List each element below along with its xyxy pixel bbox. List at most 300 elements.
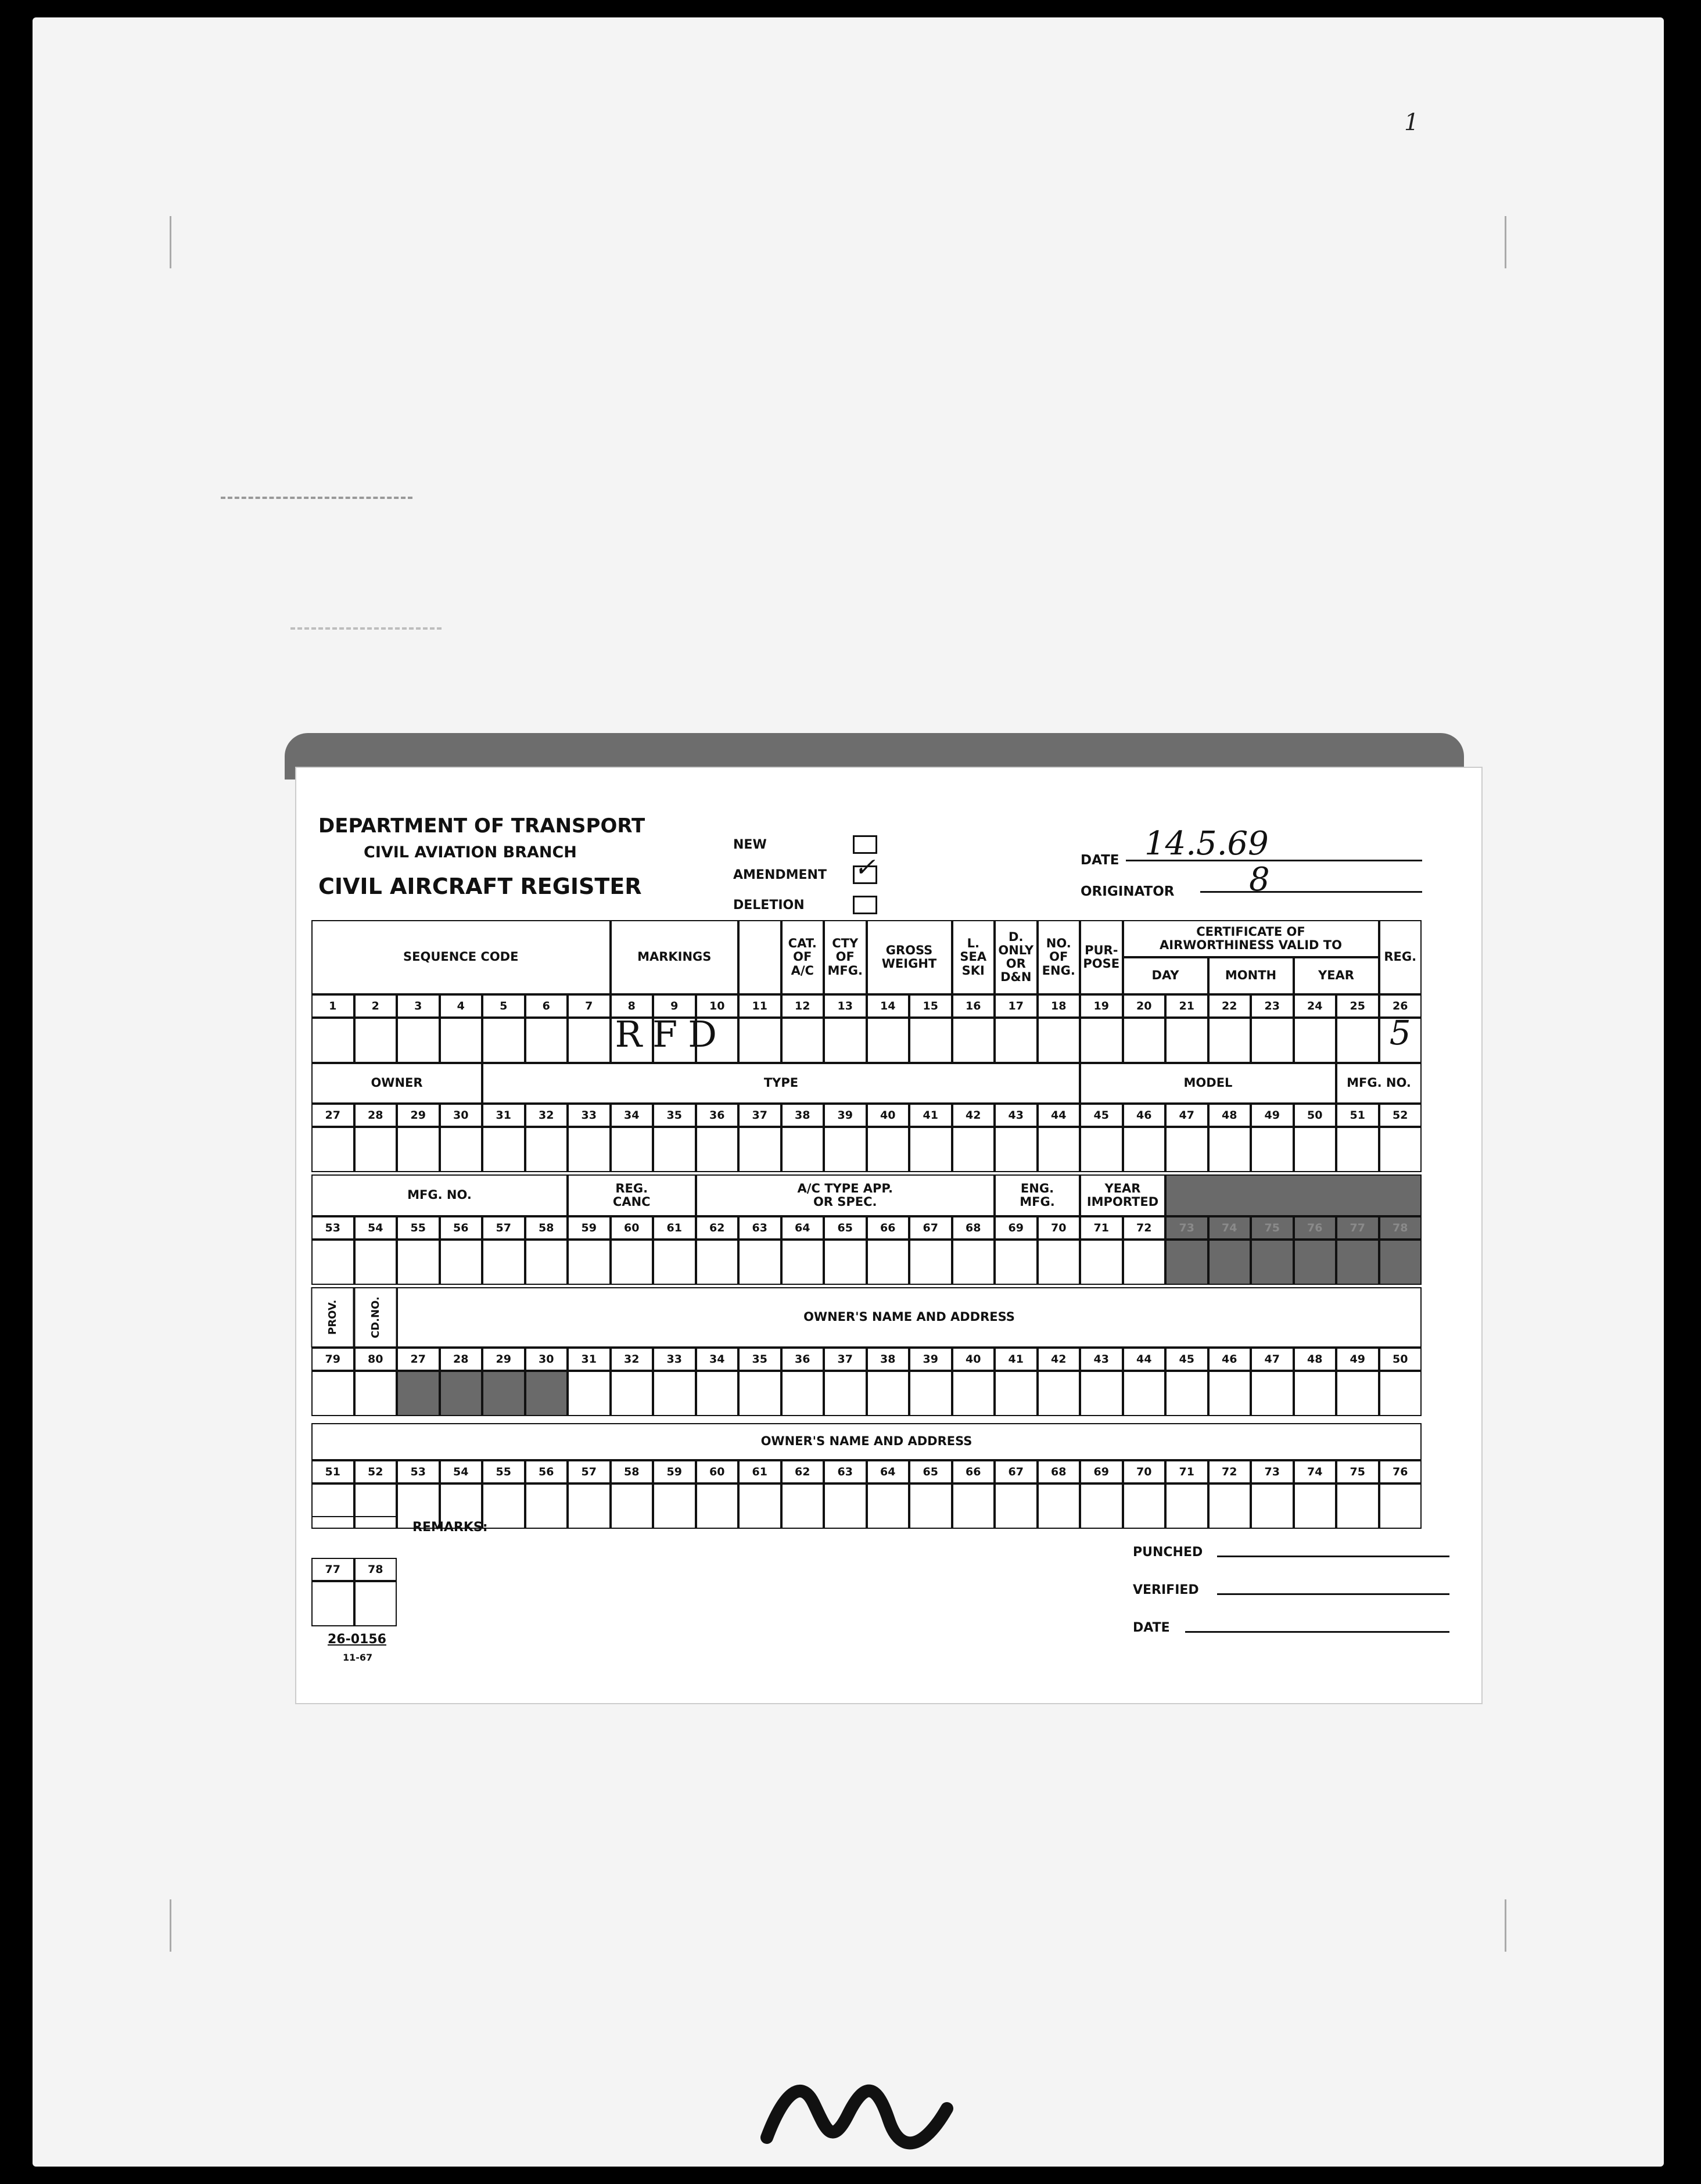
entry-cell[interactable] — [482, 1483, 525, 1529]
column-number: 66 — [867, 1216, 910, 1240]
column-number: 67 — [995, 1460, 1038, 1483]
entry-cell[interactable] — [440, 1240, 483, 1285]
entry-cell[interactable] — [781, 1018, 824, 1063]
entry-cell[interactable] — [909, 1240, 952, 1285]
l-sea-ski-header: L. SEA SKI — [952, 920, 995, 994]
owner-name-header: OWNER'S NAME AND ADDRESS — [311, 1423, 1422, 1460]
column-number: 26 — [1379, 994, 1422, 1018]
column-number: 17 — [995, 994, 1038, 1018]
column-number: 33 — [568, 1104, 611, 1127]
column-number: 56 — [525, 1460, 568, 1483]
originator-label: ORIGINATOR — [1081, 884, 1175, 899]
column-number: 52 — [354, 1460, 397, 1483]
column-number: 22 — [1208, 994, 1251, 1018]
entry-cell[interactable] — [781, 1127, 824, 1172]
entry-cell[interactable] — [696, 1127, 739, 1172]
column-number: 66 — [952, 1460, 995, 1483]
entry-cell[interactable] — [1165, 1483, 1208, 1529]
entry-cell[interactable] — [568, 1240, 611, 1285]
entry-cell[interactable] — [525, 1018, 568, 1063]
column-number: 23 — [1251, 994, 1294, 1018]
entry-cell[interactable] — [611, 1371, 654, 1416]
column-number: 32 — [611, 1348, 654, 1371]
entry-cell[interactable] — [1123, 1483, 1166, 1529]
entry-cell[interactable] — [1080, 1127, 1123, 1172]
entry-cell[interactable] — [952, 1018, 995, 1063]
smudge-mark — [221, 497, 412, 499]
entry-cell[interactable] — [1080, 1483, 1123, 1529]
entry-cell[interactable] — [354, 1483, 397, 1529]
gross-weight-header: GROSS WEIGHT — [867, 920, 952, 994]
type-header: TYPE — [482, 1063, 1080, 1104]
column-number: 44 — [1123, 1348, 1166, 1371]
department-title: DEPARTMENT OF TRANSPORT — [318, 814, 645, 838]
column-number: 78 — [1379, 1216, 1422, 1240]
entry-cell[interactable] — [1379, 1240, 1422, 1285]
entry-cell[interactable] — [1208, 1018, 1251, 1063]
column-number: 6 — [525, 994, 568, 1018]
entry-cell[interactable] — [1294, 1018, 1337, 1063]
entry-cell[interactable] — [611, 1240, 654, 1285]
date-label: DATE — [1081, 853, 1119, 868]
column-number: 65 — [909, 1460, 952, 1483]
column-number: 64 — [781, 1216, 824, 1240]
entry-cell[interactable] — [995, 1483, 1038, 1529]
entry-cell[interactable] — [824, 1018, 867, 1063]
column-number: 73 — [1165, 1216, 1208, 1240]
entry-cell[interactable] — [397, 1018, 440, 1063]
entry-cell[interactable] — [1038, 1483, 1081, 1529]
month-header: MONTH — [1208, 957, 1294, 994]
column-number: 50 — [1379, 1348, 1422, 1371]
entry-cell[interactable] — [354, 1240, 397, 1285]
entry-cell[interactable] — [440, 1127, 483, 1172]
column-number: 79 — [311, 1348, 354, 1371]
entry-cell[interactable] — [952, 1483, 995, 1529]
entry-cell[interactable] — [1080, 1371, 1123, 1416]
entry-cell[interactable] — [482, 1018, 525, 1063]
originator-line — [1200, 891, 1422, 893]
markings-value[interactable]: RFD — [615, 1013, 727, 1055]
entry-cell[interactable] — [440, 1371, 483, 1416]
column-number: 68 — [1038, 1460, 1081, 1483]
entry-cell[interactable] — [738, 1371, 781, 1416]
column-number: 52 — [1379, 1104, 1422, 1127]
entry-cell[interactable] — [311, 1581, 354, 1626]
entry-cell[interactable] — [354, 1018, 397, 1063]
entry-cell[interactable] — [311, 1018, 354, 1063]
verified-line[interactable] — [1217, 1593, 1449, 1595]
column-number: 76 — [1379, 1460, 1422, 1483]
entry-cell[interactable] — [781, 1483, 824, 1529]
entry-cell[interactable] — [482, 1371, 525, 1416]
column-number: 29 — [397, 1104, 440, 1127]
entry-cell[interactable] — [611, 1483, 654, 1529]
column-number: 35 — [653, 1104, 696, 1127]
column-number: 31 — [568, 1348, 611, 1371]
column-number: 50 — [1294, 1104, 1337, 1127]
column-number: 31 — [482, 1104, 525, 1127]
entry-cell[interactable] — [952, 1371, 995, 1416]
entry-cell[interactable] — [653, 1127, 696, 1172]
owner-name-header: OWNER'S NAME AND ADDRESS — [397, 1287, 1422, 1348]
reg-value[interactable]: 5 — [1389, 1013, 1411, 1053]
page-marker: 1 — [1404, 109, 1419, 136]
entry-cell[interactable] — [1336, 1018, 1379, 1063]
column-number: 62 — [781, 1460, 824, 1483]
reg-header: REG. — [1379, 920, 1422, 994]
entry-cell[interactable] — [696, 1371, 739, 1416]
column-number: 54 — [354, 1216, 397, 1240]
column-number: 61 — [738, 1460, 781, 1483]
entry-cell[interactable] — [611, 1127, 654, 1172]
entry-cell[interactable] — [995, 1240, 1038, 1285]
entry-cell[interactable] — [909, 1127, 952, 1172]
entry-cell[interactable] — [909, 1371, 952, 1416]
column-number: 34 — [696, 1348, 739, 1371]
entry-cell[interactable] — [738, 1483, 781, 1529]
amendment-label: AMENDMENT — [733, 868, 827, 882]
column-number: 19 — [1080, 994, 1123, 1018]
column-number: 58 — [611, 1460, 654, 1483]
column-number: 30 — [440, 1104, 483, 1127]
entry-cell[interactable] — [738, 1240, 781, 1285]
entry-cell[interactable] — [653, 1483, 696, 1529]
entry-cell[interactable] — [1208, 1483, 1251, 1529]
entry-cell[interactable] — [311, 1127, 354, 1172]
column-number: 72 — [1208, 1460, 1251, 1483]
entry-cell[interactable] — [1379, 1483, 1422, 1529]
entry-cell[interactable] — [867, 1483, 910, 1529]
entry-cell[interactable] — [952, 1240, 995, 1285]
column-number: 78 — [354, 1558, 397, 1581]
entry-cell[interactable] — [1251, 1483, 1294, 1529]
column-number: 32 — [525, 1104, 568, 1127]
deletion-checkbox[interactable] — [853, 896, 877, 914]
column-number: 20 — [1123, 994, 1166, 1018]
column-number: 65 — [824, 1216, 867, 1240]
column-number: 5 — [482, 994, 525, 1018]
entry-cell[interactable] — [653, 1371, 696, 1416]
entry-cell[interactable] — [824, 1483, 867, 1529]
entry-cell[interactable] — [1208, 1127, 1251, 1172]
column-number: 36 — [781, 1348, 824, 1371]
handwritten-scrawl — [749, 2068, 959, 2155]
column-number: 38 — [781, 1104, 824, 1127]
column-number: 24 — [1294, 994, 1337, 1018]
column-number: 70 — [1038, 1216, 1081, 1240]
entry-cell[interactable] — [1165, 1371, 1208, 1416]
entry-cell[interactable] — [781, 1240, 824, 1285]
check-mark-icon: ✓ — [854, 853, 875, 882]
column-number: 47 — [1165, 1104, 1208, 1127]
originator-value[interactable]: 8 — [1249, 861, 1270, 899]
entry-cell[interactable] — [525, 1127, 568, 1172]
column-number: 74 — [1208, 1216, 1251, 1240]
entry-cell[interactable] — [1379, 1371, 1422, 1416]
d-only-header: D. ONLY OR D&N — [995, 920, 1038, 994]
entry-cell[interactable] — [568, 1483, 611, 1529]
column-number: 41 — [909, 1104, 952, 1127]
crop-mark-bottom-left — [170, 1899, 178, 1952]
column-number: 13 — [824, 994, 867, 1018]
column-number: 51 — [1336, 1104, 1379, 1127]
entry-cell[interactable] — [781, 1371, 824, 1416]
column-number: 28 — [354, 1104, 397, 1127]
entry-cell[interactable] — [653, 1240, 696, 1285]
column-number: 72 — [1123, 1216, 1166, 1240]
entry-cell[interactable] — [525, 1371, 568, 1416]
column-number: 63 — [824, 1460, 867, 1483]
column-number: 10 — [696, 994, 739, 1018]
entry-cell[interactable] — [909, 1018, 952, 1063]
entry-cell[interactable] — [1038, 1127, 1081, 1172]
column-number: 33 — [653, 1348, 696, 1371]
column-number: 60 — [611, 1216, 654, 1240]
entry-cell[interactable] — [1165, 1240, 1208, 1285]
column-number: 37 — [738, 1104, 781, 1127]
entry-cell[interactable] — [1080, 1018, 1123, 1063]
day-header: DAY — [1123, 957, 1208, 994]
column-number: 18 — [1038, 994, 1081, 1018]
entry-cell[interactable] — [738, 1018, 781, 1063]
column-number: 39 — [824, 1104, 867, 1127]
column-number: 11 — [738, 994, 781, 1018]
punched-line[interactable] — [1217, 1556, 1449, 1557]
column-number: 2 — [354, 994, 397, 1018]
entry-cell[interactable] — [1038, 1240, 1081, 1285]
entry-cell[interactable] — [568, 1371, 611, 1416]
column-number: 29 — [482, 1348, 525, 1371]
footer-date-line[interactable] — [1185, 1631, 1449, 1633]
crop-mark-bottom-right — [1498, 1899, 1506, 1952]
cat-of-ac-header: CAT. OF A/C — [781, 920, 824, 994]
entry-cell[interactable] — [1294, 1127, 1337, 1172]
new-checkbox[interactable] — [853, 835, 877, 854]
entry-cell[interactable] — [1336, 1483, 1379, 1529]
column-number: 76 — [1294, 1216, 1337, 1240]
entry-cell[interactable] — [397, 1371, 440, 1416]
column-number: 36 — [696, 1104, 739, 1127]
entry-cell[interactable] — [1251, 1018, 1294, 1063]
column-number: 25 — [1336, 994, 1379, 1018]
purpose-header: PUR- POSE — [1080, 920, 1123, 994]
entry-cell[interactable] — [397, 1240, 440, 1285]
entry-cell[interactable] — [696, 1240, 739, 1285]
reg-canc-header: REG. CANC — [568, 1174, 696, 1216]
column-number: 1 — [311, 994, 354, 1018]
column-number: 68 — [952, 1216, 995, 1240]
footer-date-label: DATE — [1133, 1621, 1170, 1635]
column-number: 57 — [568, 1460, 611, 1483]
cd-no-header: CD.NO. — [354, 1287, 397, 1348]
entry-cell[interactable] — [1165, 1018, 1208, 1063]
crop-mark-top-right — [1498, 216, 1506, 268]
year-imported-header: YEAR IMPORTED — [1080, 1174, 1165, 1216]
column-number: 9 — [653, 994, 696, 1018]
column-number: 70 — [1123, 1460, 1166, 1483]
column-number: 48 — [1208, 1104, 1251, 1127]
no-of-eng-header: NO. OF ENG. — [1038, 920, 1081, 994]
entry-cell[interactable] — [867, 1240, 910, 1285]
entry-cell[interactable] — [1294, 1371, 1337, 1416]
entry-cell[interactable] — [354, 1127, 397, 1172]
register-title: CIVIL AIRCRAFT REGISTER — [318, 874, 642, 899]
entry-cell[interactable] — [1251, 1240, 1294, 1285]
crop-mark-top-left — [170, 216, 178, 268]
column-number: 75 — [1336, 1460, 1379, 1483]
ac-type-app-header: A/C TYPE APP. OR SPEC. — [696, 1174, 995, 1216]
entry-cell[interactable] — [824, 1240, 867, 1285]
column-number: 74 — [1294, 1460, 1337, 1483]
entry-cell[interactable] — [525, 1240, 568, 1285]
column-number: 56 — [440, 1216, 483, 1240]
form-revision: 11-67 — [343, 1652, 373, 1663]
column-number: 30 — [525, 1348, 568, 1371]
column-number: 55 — [397, 1216, 440, 1240]
blank-header — [738, 920, 781, 994]
remarks-label: REMARKS: — [412, 1520, 488, 1535]
entry-cell[interactable] — [1336, 1127, 1379, 1172]
column-number: 38 — [867, 1348, 910, 1371]
entry-cell[interactable] — [1123, 1018, 1166, 1063]
entry-cell[interactable] — [1251, 1371, 1294, 1416]
entry-cell[interactable] — [867, 1371, 910, 1416]
entry-cell[interactable] — [867, 1018, 910, 1063]
entry-cell[interactable] — [1123, 1240, 1166, 1285]
entry-cell[interactable] — [1208, 1240, 1251, 1285]
remarks-frame — [311, 1516, 397, 1517]
entry-cell[interactable] — [1038, 1371, 1081, 1416]
column-number: 27 — [397, 1348, 440, 1371]
column-number: 45 — [1080, 1104, 1123, 1127]
entry-cell[interactable] — [696, 1483, 739, 1529]
mfg-no-header: MFG. NO. — [311, 1174, 568, 1216]
column-number: 64 — [867, 1460, 910, 1483]
model-header: MODEL — [1080, 1063, 1336, 1104]
column-number: 43 — [995, 1104, 1038, 1127]
deletion-label: DELETION — [733, 898, 805, 913]
entry-cell[interactable] — [1336, 1240, 1379, 1285]
column-number: 71 — [1165, 1460, 1208, 1483]
column-number: 62 — [696, 1216, 739, 1240]
entry-cell[interactable] — [824, 1127, 867, 1172]
entry-cell[interactable] — [1336, 1371, 1379, 1416]
entry-cell[interactable] — [909, 1483, 952, 1529]
column-number: 28 — [440, 1348, 483, 1371]
column-number: 46 — [1208, 1348, 1251, 1371]
column-number: 21 — [1165, 994, 1208, 1018]
markings-header: MARKINGS — [611, 920, 739, 994]
column-number: 58 — [525, 1216, 568, 1240]
register-card — [296, 768, 1481, 1703]
entry-cell[interactable] — [995, 1018, 1038, 1063]
entry-cell[interactable] — [995, 1127, 1038, 1172]
entry-cell[interactable] — [1379, 1127, 1422, 1172]
column-number: 40 — [952, 1348, 995, 1371]
entry-cell[interactable] — [1165, 1127, 1208, 1172]
entry-cell[interactable] — [354, 1581, 397, 1626]
year-header: YEAR — [1294, 957, 1379, 994]
entry-cell[interactable] — [867, 1127, 910, 1172]
column-number: 34 — [611, 1104, 654, 1127]
column-number: 69 — [995, 1216, 1038, 1240]
column-number: 77 — [311, 1558, 354, 1581]
column-number: 59 — [653, 1460, 696, 1483]
column-number: 49 — [1336, 1348, 1379, 1371]
column-number: 37 — [824, 1348, 867, 1371]
entry-cell[interactable] — [354, 1371, 397, 1416]
column-number: 51 — [311, 1460, 354, 1483]
column-number: 4 — [440, 994, 483, 1018]
column-number: 40 — [867, 1104, 910, 1127]
entry-cell[interactable] — [440, 1018, 483, 1063]
date-value[interactable]: 14.5.69 — [1144, 825, 1269, 863]
column-number: 27 — [311, 1104, 354, 1127]
entry-cell[interactable] — [952, 1127, 995, 1172]
entry-cell[interactable] — [995, 1371, 1038, 1416]
entry-cell[interactable] — [397, 1127, 440, 1172]
entry-cell[interactable] — [525, 1483, 568, 1529]
column-number: 59 — [568, 1216, 611, 1240]
column-number: 48 — [1294, 1348, 1337, 1371]
entry-cell[interactable] — [1208, 1371, 1251, 1416]
entry-cell[interactable] — [568, 1127, 611, 1172]
entry-cell[interactable] — [738, 1127, 781, 1172]
certificate-header: CERTIFICATE OF AIRWORTHINESS VALID TO — [1123, 920, 1379, 957]
column-number: 75 — [1251, 1216, 1294, 1240]
entry-cell[interactable] — [824, 1371, 867, 1416]
column-number: 63 — [738, 1216, 781, 1240]
entry-cell[interactable] — [311, 1483, 354, 1529]
entry-cell[interactable] — [1294, 1240, 1337, 1285]
entry-cell[interactable] — [1251, 1127, 1294, 1172]
cty-of-mfg-header: CTY OF MFG. — [824, 920, 867, 994]
column-number: 45 — [1165, 1348, 1208, 1371]
entry-cell[interactable] — [1123, 1127, 1166, 1172]
entry-cell[interactable] — [482, 1240, 525, 1285]
column-number: 67 — [909, 1216, 952, 1240]
column-number: 73 — [1251, 1460, 1294, 1483]
entry-cell[interactable] — [568, 1018, 611, 1063]
shaded-header — [1165, 1174, 1422, 1216]
entry-cell[interactable] — [1294, 1483, 1337, 1529]
column-number: 54 — [440, 1460, 483, 1483]
entry-cell[interactable] — [311, 1371, 354, 1416]
entry-cell[interactable] — [1080, 1240, 1123, 1285]
prov-header: PROV. — [311, 1287, 354, 1348]
column-number: 7 — [568, 994, 611, 1018]
entry-cell[interactable] — [1123, 1371, 1166, 1416]
column-number: 12 — [781, 994, 824, 1018]
column-number: 55 — [482, 1460, 525, 1483]
column-number: 16 — [952, 994, 995, 1018]
new-label: NEW — [733, 838, 767, 852]
entry-cell[interactable] — [482, 1127, 525, 1172]
column-number: 71 — [1080, 1216, 1123, 1240]
branch-title: CIVIL AVIATION BRANCH — [364, 843, 577, 861]
column-number: 46 — [1123, 1104, 1166, 1127]
mfg-no-header: MFG. NO. — [1336, 1063, 1422, 1104]
entry-cell[interactable] — [1038, 1018, 1081, 1063]
column-number: 15 — [909, 994, 952, 1018]
column-number: 35 — [738, 1348, 781, 1371]
column-number: 53 — [397, 1460, 440, 1483]
column-number: 69 — [1080, 1460, 1123, 1483]
entry-cell[interactable] — [311, 1240, 354, 1285]
column-number: 43 — [1080, 1348, 1123, 1371]
column-number: 14 — [867, 994, 910, 1018]
